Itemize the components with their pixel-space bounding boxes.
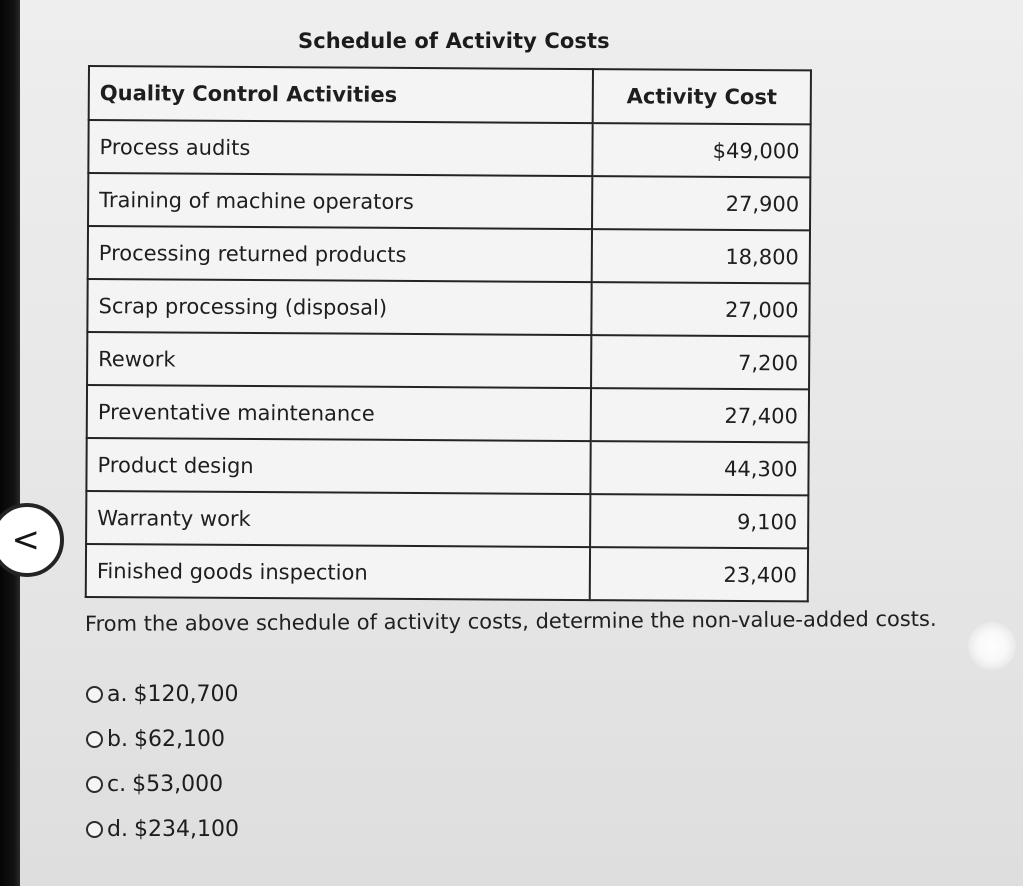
activity-cost: 44,300 [590, 441, 808, 495]
activity-cost: 27,900 [592, 176, 810, 230]
activity-name: Training of machine operators [88, 173, 592, 229]
table-row [86, 491, 808, 548]
activity-cost: 23,400 [590, 547, 808, 601]
table-row [87, 279, 809, 336]
option-letter: d. [107, 817, 128, 842]
answer-option-d[interactable] [86, 807, 239, 852]
activity-name: Scrap processing (disposal) [87, 279, 591, 335]
quiz-screen [11, 0, 1023, 886]
radio-button[interactable] [86, 731, 103, 748]
activity-name: Finished goods inspection [86, 544, 590, 600]
activity-cost: 27,400 [591, 388, 809, 442]
radio-button[interactable] [86, 686, 103, 703]
radio-button[interactable] [86, 821, 103, 838]
option-value: $234,100 [133, 817, 239, 842]
table-row [87, 385, 809, 442]
monitor-bezel [0, 0, 20, 886]
activity-costs-table [85, 65, 812, 602]
table-row [88, 173, 810, 230]
answer-option-b[interactable] [86, 717, 239, 762]
table-row [88, 226, 810, 283]
activity-name: Processing returned products [88, 226, 592, 282]
option-value: $53,000 [132, 772, 224, 797]
activity-column-header: Quality Control Activities [89, 66, 593, 123]
schedule-title: Schedule of Activity Costs [298, 29, 610, 53]
table-row [86, 544, 808, 601]
cost-column-header: Activity Cost [593, 69, 811, 124]
activity-name: Preventative maintenance [87, 385, 591, 441]
activity-name: Process audits [88, 120, 592, 176]
option-letter: c. [107, 772, 127, 797]
table-header-row [89, 66, 811, 124]
chevron-left-icon: < [11, 520, 40, 560]
answer-option-a[interactable] [86, 672, 239, 717]
screen-glare [968, 622, 1016, 670]
activity-cost: 9,100 [590, 494, 808, 548]
option-value: $120,700 [133, 682, 239, 707]
answer-option-c[interactable] [86, 762, 239, 807]
table-row [86, 438, 808, 495]
radio-button[interactable] [86, 776, 103, 793]
activity-cost: 27,000 [591, 282, 809, 336]
activity-name: Warranty work [86, 491, 590, 547]
activity-cost: 18,800 [592, 229, 810, 283]
table-row [88, 120, 810, 177]
option-letter: a. [107, 682, 128, 707]
activity-name: Product design [86, 438, 590, 494]
option-value: $62,100 [133, 727, 225, 752]
question-text: From the above schedule of activity costs, determine the non-value-added costs. [84, 606, 937, 636]
activity-name: Rework [87, 332, 591, 388]
previous-page-button[interactable] [0, 503, 64, 577]
answer-options [86, 672, 239, 852]
table-row [87, 332, 809, 389]
activity-cost: 7,200 [591, 335, 809, 389]
activity-cost: $49,000 [592, 123, 810, 177]
option-letter: b. [107, 727, 128, 752]
